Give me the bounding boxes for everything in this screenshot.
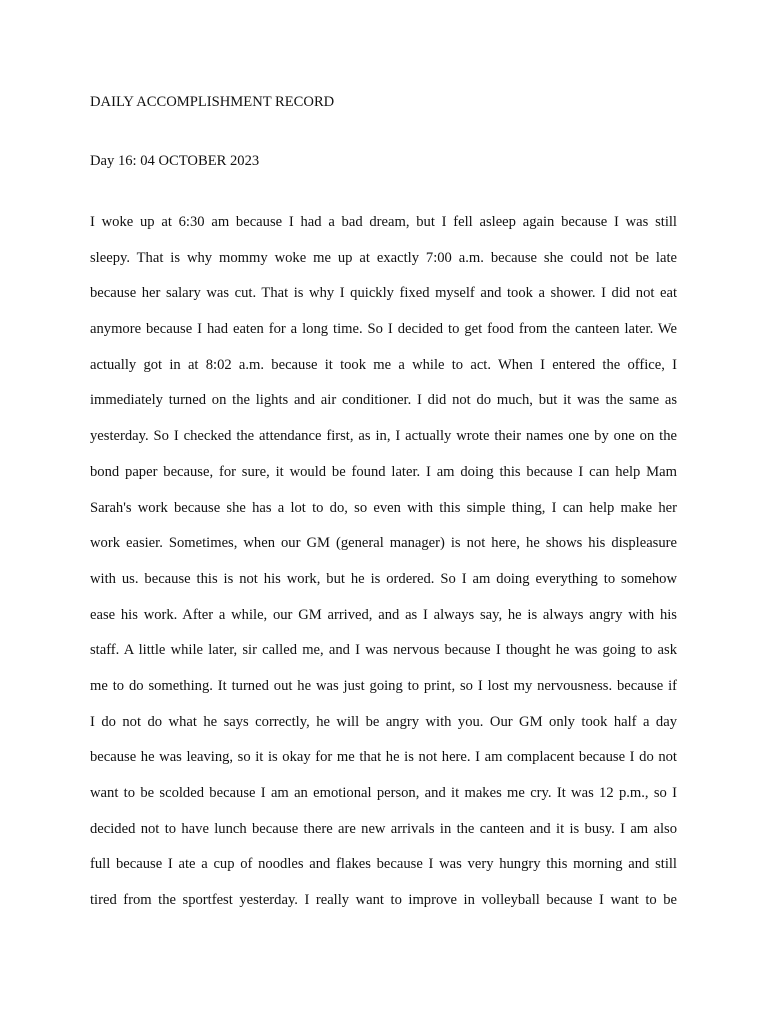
body-line: Sarah's work because she has a lot to do, so even with this simple thing, I can help make her — [90, 499, 677, 516]
body-line: with us. because this is not his work, but he is ordered. So I am doing everything to somehow — [90, 570, 677, 587]
day-date-line: Day 16: 04 OCTOBER 2023 — [90, 153, 260, 169]
body-line: work easier. Sometimes, when our GM (general manager) is not here, he shows his displeasure — [90, 535, 677, 552]
body-line: bond paper because, for sure, it would be found later. I am doing this because I can help Mam — [90, 463, 677, 480]
body-line: because her salary was cut. That is why I quickly fixed myself and took a shower. I did not eat — [90, 285, 677, 302]
document-title: DAILY ACCOMPLISHMENT RECORD — [90, 94, 335, 110]
body-line: decided not to have lunch because there are new arrivals in the canteen and it is busy. I am also — [90, 820, 677, 837]
body-line: full because I ate a cup of noodles and flakes because I was very hungry this morning and still — [90, 856, 677, 873]
document-body — [90, 205, 677, 919]
body-line: I woke up at 6:30 am because I had a bad dream, but I fell asleep again because I was still — [90, 214, 677, 230]
body-line: yesterday. So I checked the attendance first, as in, I actually wrote their names one by one on the — [90, 428, 677, 445]
body-line: actually got in at 8:02 a.m. because it took me a while to act. When I entered the office, I — [90, 356, 677, 373]
body-line: want to be scolded because I am an emotional person, and it makes me cry. It was 12 p.m., so I — [90, 785, 677, 801]
body-line: tired from the sportfest yesterday. I really want to improve in volleyball because I want to be — [90, 892, 677, 909]
body-line: anymore because I had eaten for a long time. So I decided to get food from the canteen later. We — [90, 321, 677, 338]
body-line: staff. A little while later, sir called me, and I was nervous because I thought he was going to ask — [90, 642, 677, 659]
body-line: me to do something. It turned out he was just going to print, so I lost my nervousness. because if — [90, 677, 677, 694]
body-line: immediately turned on the lights and air conditioner. I did not do much, but it was the same as — [90, 392, 677, 409]
body-line: ease his work. After a while, our GM arrived, and as I always say, he is always angry with his — [90, 606, 677, 623]
body-line: I do not do what he says correctly, he will be angry with you. Our GM only took half a day — [90, 713, 677, 730]
body-line: because he was leaving, so it is okay for me that he is not here. I am complacent because I do not — [90, 749, 677, 766]
body-line: sleepy. That is why mommy woke me up at exactly 7:00 a.m. because she could not be late — [90, 249, 677, 266]
